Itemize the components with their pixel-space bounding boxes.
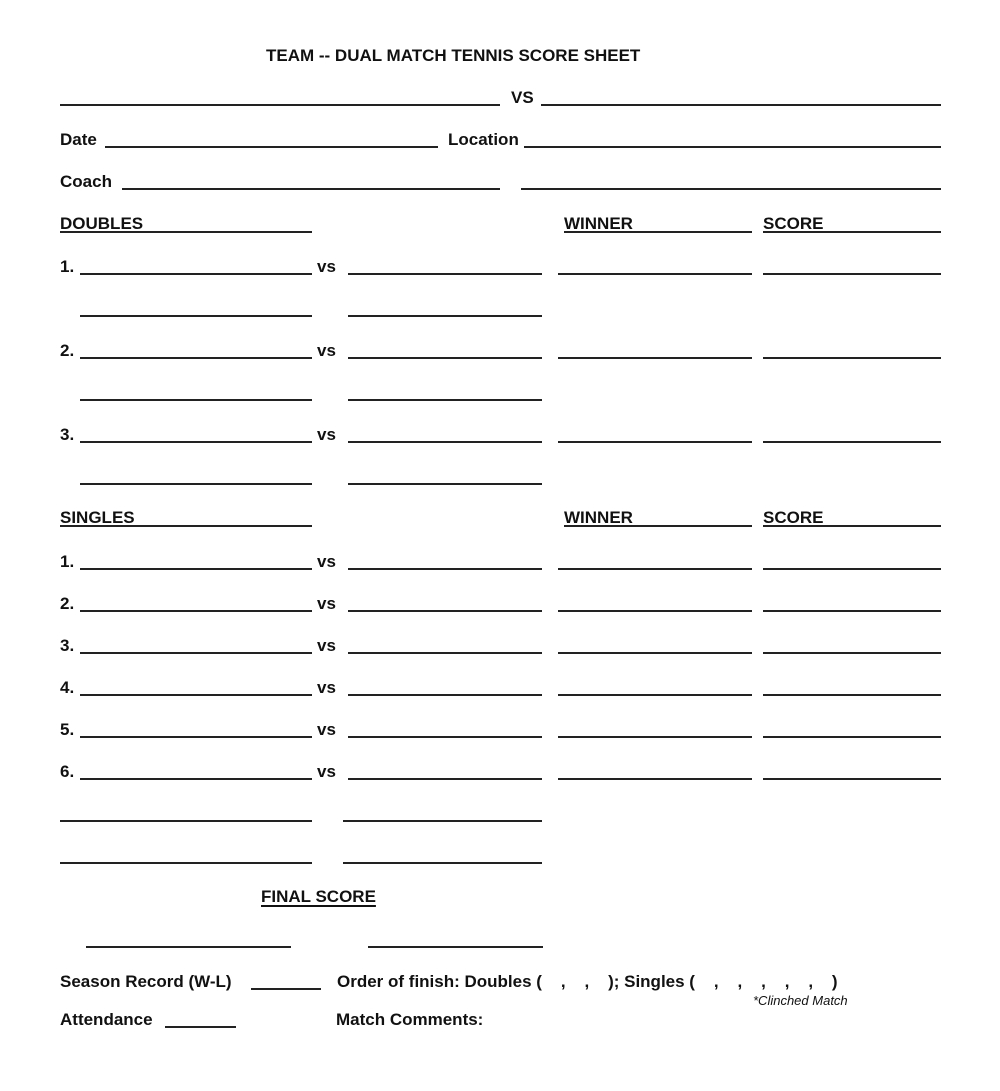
doubles-home-player-1-field[interactable] xyxy=(80,357,312,359)
doubles-home-player-2-field[interactable] xyxy=(80,315,312,317)
singles-score-field[interactable] xyxy=(763,610,941,612)
singles-away-player-field[interactable] xyxy=(348,778,542,780)
singles-vs-label: vs xyxy=(317,552,336,571)
singles-away-player-field[interactable] xyxy=(348,694,542,696)
date-field[interactable] xyxy=(105,146,438,148)
singles-vs-label: vs xyxy=(317,720,336,739)
doubles-row-number: 1. xyxy=(60,257,75,276)
singles-home-player-field[interactable] xyxy=(80,652,312,654)
singles-winner-underline xyxy=(564,525,752,527)
singles-row-number: 2. xyxy=(60,594,75,613)
doubles-vs-label: vs xyxy=(317,425,336,444)
singles-winner-heading: WINNER xyxy=(564,508,633,527)
extra-field-left[interactable] xyxy=(60,820,312,822)
location-label: Location xyxy=(448,130,519,149)
doubles-row-number: 2. xyxy=(60,341,75,360)
singles-winner-field[interactable] xyxy=(558,652,752,654)
singles-away-player-field[interactable] xyxy=(348,736,542,738)
attendance-label: Attendance xyxy=(60,1010,153,1029)
singles-home-player-field[interactable] xyxy=(80,568,312,570)
singles-score-field[interactable] xyxy=(763,778,941,780)
clinched-match-note: *Clinched Match xyxy=(753,993,848,1008)
singles-winner-field[interactable] xyxy=(558,568,752,570)
singles-score-field[interactable] xyxy=(763,694,941,696)
match-comments-label: Match Comments: xyxy=(336,1010,484,1029)
home-team-field[interactable] xyxy=(60,104,500,106)
doubles-score-field[interactable] xyxy=(763,273,941,275)
singles-away-player-field[interactable] xyxy=(348,652,542,654)
season-record-label: Season Record (W-L) xyxy=(60,972,232,991)
doubles-winner-heading: WINNER xyxy=(564,214,633,233)
coach-label: Coach xyxy=(60,172,112,191)
away-coach-field[interactable] xyxy=(521,188,941,190)
doubles-winner-field[interactable] xyxy=(558,273,752,275)
doubles-away-player-2-field[interactable] xyxy=(348,315,542,317)
doubles-winner-underline xyxy=(564,231,752,233)
date-label: Date xyxy=(60,130,97,149)
doubles-away-player-1-field[interactable] xyxy=(348,441,542,443)
final-score-heading: FINAL SCORE xyxy=(261,887,376,906)
doubles-winner-field[interactable] xyxy=(558,441,752,443)
singles-heading-underline xyxy=(60,525,312,527)
season-record-field[interactable] xyxy=(251,988,321,990)
doubles-vs-label: vs xyxy=(317,257,336,276)
singles-row-number: 4. xyxy=(60,678,75,697)
location-field[interactable] xyxy=(524,146,941,148)
singles-vs-label: vs xyxy=(317,762,336,781)
doubles-home-player-1-field[interactable] xyxy=(80,273,312,275)
doubles-score-heading: SCORE xyxy=(763,214,824,233)
vs-label: VS xyxy=(511,88,534,107)
away-team-field[interactable] xyxy=(541,104,941,106)
doubles-away-player-2-field[interactable] xyxy=(348,399,542,401)
singles-home-player-field[interactable] xyxy=(80,610,312,612)
doubles-home-player-2-field[interactable] xyxy=(80,399,312,401)
singles-row-number: 1. xyxy=(60,552,75,571)
singles-row-number: 3. xyxy=(60,636,75,655)
singles-winner-field[interactable] xyxy=(558,736,752,738)
singles-winner-field[interactable] xyxy=(558,610,752,612)
singles-score-underline xyxy=(763,525,941,527)
doubles-score-field[interactable] xyxy=(763,357,941,359)
final-score-away-field[interactable] xyxy=(368,946,543,948)
doubles-home-player-2-field[interactable] xyxy=(80,483,312,485)
singles-score-field[interactable] xyxy=(763,568,941,570)
page-title: TEAM -- DUAL MATCH TENNIS SCORE SHEET xyxy=(266,46,641,65)
singles-winner-field[interactable] xyxy=(558,694,752,696)
singles-vs-label: vs xyxy=(317,594,336,613)
singles-score-field[interactable] xyxy=(763,736,941,738)
attendance-field[interactable] xyxy=(165,1026,236,1028)
doubles-score-field[interactable] xyxy=(763,441,941,443)
singles-home-player-field[interactable] xyxy=(80,694,312,696)
singles-vs-label: vs xyxy=(317,678,336,697)
doubles-away-player-1-field[interactable] xyxy=(348,273,542,275)
extra-field-left[interactable] xyxy=(60,862,312,864)
doubles-away-player-2-field[interactable] xyxy=(348,483,542,485)
singles-score-field[interactable] xyxy=(763,652,941,654)
order-of-finish: Order of finish: Doubles ( , , ); Singles ( , , , , , ) xyxy=(337,972,838,991)
doubles-winner-field[interactable] xyxy=(558,357,752,359)
doubles-heading: DOUBLES xyxy=(60,214,144,233)
extra-field-right[interactable] xyxy=(343,820,542,822)
singles-vs-label: vs xyxy=(317,636,336,655)
singles-row-number: 5. xyxy=(60,720,75,739)
extra-field-right[interactable] xyxy=(343,862,542,864)
doubles-row-number: 3. xyxy=(60,425,75,444)
singles-heading: SINGLES xyxy=(60,508,135,527)
singles-home-player-field[interactable] xyxy=(80,736,312,738)
home-coach-field[interactable] xyxy=(122,188,500,190)
doubles-vs-label: vs xyxy=(317,341,336,360)
doubles-away-player-1-field[interactable] xyxy=(348,357,542,359)
singles-away-player-field[interactable] xyxy=(348,568,542,570)
singles-row-number: 6. xyxy=(60,762,75,781)
doubles-home-player-1-field[interactable] xyxy=(80,441,312,443)
doubles-score-underline xyxy=(763,231,941,233)
singles-home-player-field[interactable] xyxy=(80,778,312,780)
doubles-heading-underline xyxy=(60,231,312,233)
singles-winner-field[interactable] xyxy=(558,778,752,780)
singles-score-heading: SCORE xyxy=(763,508,824,527)
singles-away-player-field[interactable] xyxy=(348,610,542,612)
final-score-home-field[interactable] xyxy=(86,946,291,948)
